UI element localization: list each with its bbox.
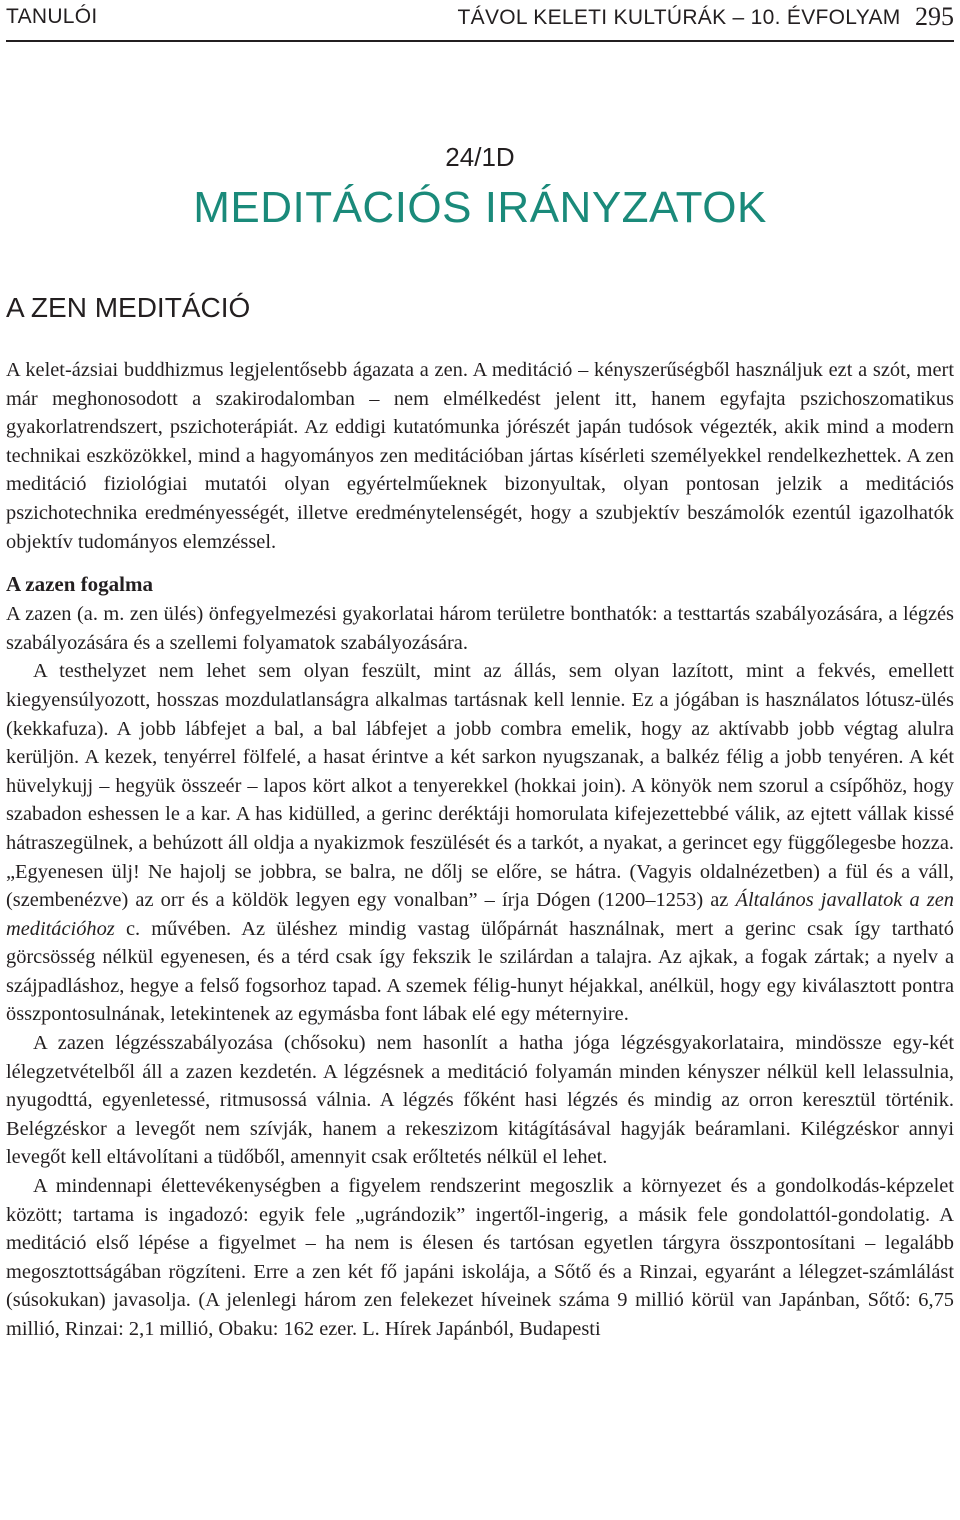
body-text (6, 356, 954, 1344)
intro-paragraph: A kelet-ázsiai buddhizmus legjelentősebb ágazata a zen. A meditáció – kényszerűségből használjuk ezt a szót, mert már meghonosodott a szakirodalomban – nem elmélkedést jelent itt, hanem egyfajta pszichoszomatikus gyakorlatrendszert, pszichoterápiát. Az eddigi kutatómunka jórészét japán tudósok végezték, akik mind a modern technikai eszközökkel, mind a hagyományos zen meditációban jártas kísérleti személyekkel rendelkezhettek. A zen meditáció fiziológiai mutatói olyan egyértelműeknek bizonyultak, olyan pontosan jelzik a meditációs pszichotechnika eredményességét, illetve eredménytelenségét, hogy a szubjektív beszámolók ezentúl igazolhatók objektív tudományos elemzéssel. (6, 359, 954, 553)
zazen-paragraph-4: A mindennapi élettevékenységben a figyelem rendszerint megoszlik a környezet és a gondolkodás-képzelet között; tartama is ingadozó: egyik fele „ugrándozik” ingertől-ingerig, a másik fele gondolattól-gondolatig. A meditáció első lépése a figyelmet – ha nem is élesen és tartósan egyetlen tárgyra összpontosítani – legalább megosztottságában rögzíteni. Erre a zen két fő japáni iskolája, a Sőtő és a Rinzai, egyaránt a lélegzet-számlálást (súsokukan) javasolja. (A jelenlegi három zen felekezet híveinek száma 9 millió körül van Japánban, Sőtő: 6,75 millió, Rinzai: 2,1 millió, Obaku: 162 ezer. L. Hírek Japánból, Budapesti (6, 1175, 954, 1340)
page-number: 295 (915, 2, 954, 31)
running-header (6, 2, 954, 32)
header-label: TANULÓI (6, 5, 98, 28)
book-title-italic: Általános javallatok a zen meditációhoz (6, 889, 954, 940)
zazen-paragraph-2-part-1: A testhelyzet nem lehet sem olyan feszült, mint az állás, sem olyan lazított, mint a fekvés, emellett kiegyensúlyozott, hosszas mozdulatlanságra alkalmas tartásnak kell lennie. Ez a jógában is használatos lótusz-ülés (kekkafuza). A jobb lábfejet a bal, a bal lábfejet a jobb combra emelik, hogy az aktívabb jobb végtag alulra kerüljön. A kezek, tenyérrel fölfelé, a hasat érintve a két sarkon nyugszanak, a balkéz félig a jobb tenyéren. A két hüvelykujj – hegyük összeér – lapos kört alkot a tenyerekkel (hokkai join). A könyök nem szorul a csípőhöz, hogy szabadon eshessen le a kar. A has kidülled, a gerinc deréktáji homorulata kifejezettebbé válik, az ejtett vállak kissé hátraszegülnek, a behúzott áll oldja a nyakizmok feszülését és a tarkót, a nyakat, a gerincet egy függőlegesbe hozza. „Egyenesen ülj! Ne hajolj se jobbra, se balra, ne dőlj se előre, se hátra. (Vagyis oldalnézetben) a fül és a váll, (szembenézve) az orr és a köldök legyen egy vonalban” – írja Dógen (1200–1253) az (6, 660, 954, 912)
header-divider (6, 40, 954, 42)
subsection-heading: A zazen fogalma (6, 572, 153, 597)
zazen-paragraph-3: A zazen légzésszabályozása (chősoku) nem hasonlít a hatha jóga légzésgyakorlataira, mindössze egy-két lélegzetvételből áll a zazen kezdetén. A légzésnek a meditáció folyamán minden kényszer nélkül kell lelassulnia, nyugodttá, egyenletessé, ritmusossá válnia. A légzés főként hasi légzés és mindig az orron keresztül történik. Belégzéskor a levegőt nem szívják, hanem a rekeszizom kitágításával hagyják beáramlani. Kilégzéskor annyi levegőt kell eltávolítani a tüdőből, amennyit csak erőltetés nélkül el lehet. (6, 1032, 954, 1169)
zazen-paragraph-2 (6, 657, 954, 1029)
header-course-title: TÁVOL KELETI KULTÚRÁK – 10. ÉVFOLYAM (457, 6, 901, 29)
chapter-number: 24/1D (445, 142, 515, 172)
chapter-title: MEDITÁCIÓS IRÁNYZATOK (193, 183, 767, 232)
header-right-group (458, 2, 954, 32)
section-title: A ZEN MEDITÁCIÓ (6, 292, 251, 323)
zazen-paragraph-1: A zazen (a. m. zen ülés) önfegyelmezési gyakorlatai három területre bonthatók: a testtartás szabályozására, a légzés szabályozására és a szellemi folyamatok szabályozására. (6, 603, 954, 654)
zazen-paragraph-2-part-2: c. művében. Az üléshez mindig vastag ülőpárnát használnak, mert a gerinc csak így tartható görcsösség nélkül egyenesen, és a térd csak így fekszik le szilárdan a talajra. Az ajkak, a fogak zártak; a nyelv a szájpadláshoz, hegye a felső fogsorhoz tapad. A szemek félig-hunyt héjakkal, anélkül, hogy egy kiválasztott pontra összpontosulnának, letekintenek az egymásba font lábak elé egy méternyire. (6, 917, 954, 1026)
